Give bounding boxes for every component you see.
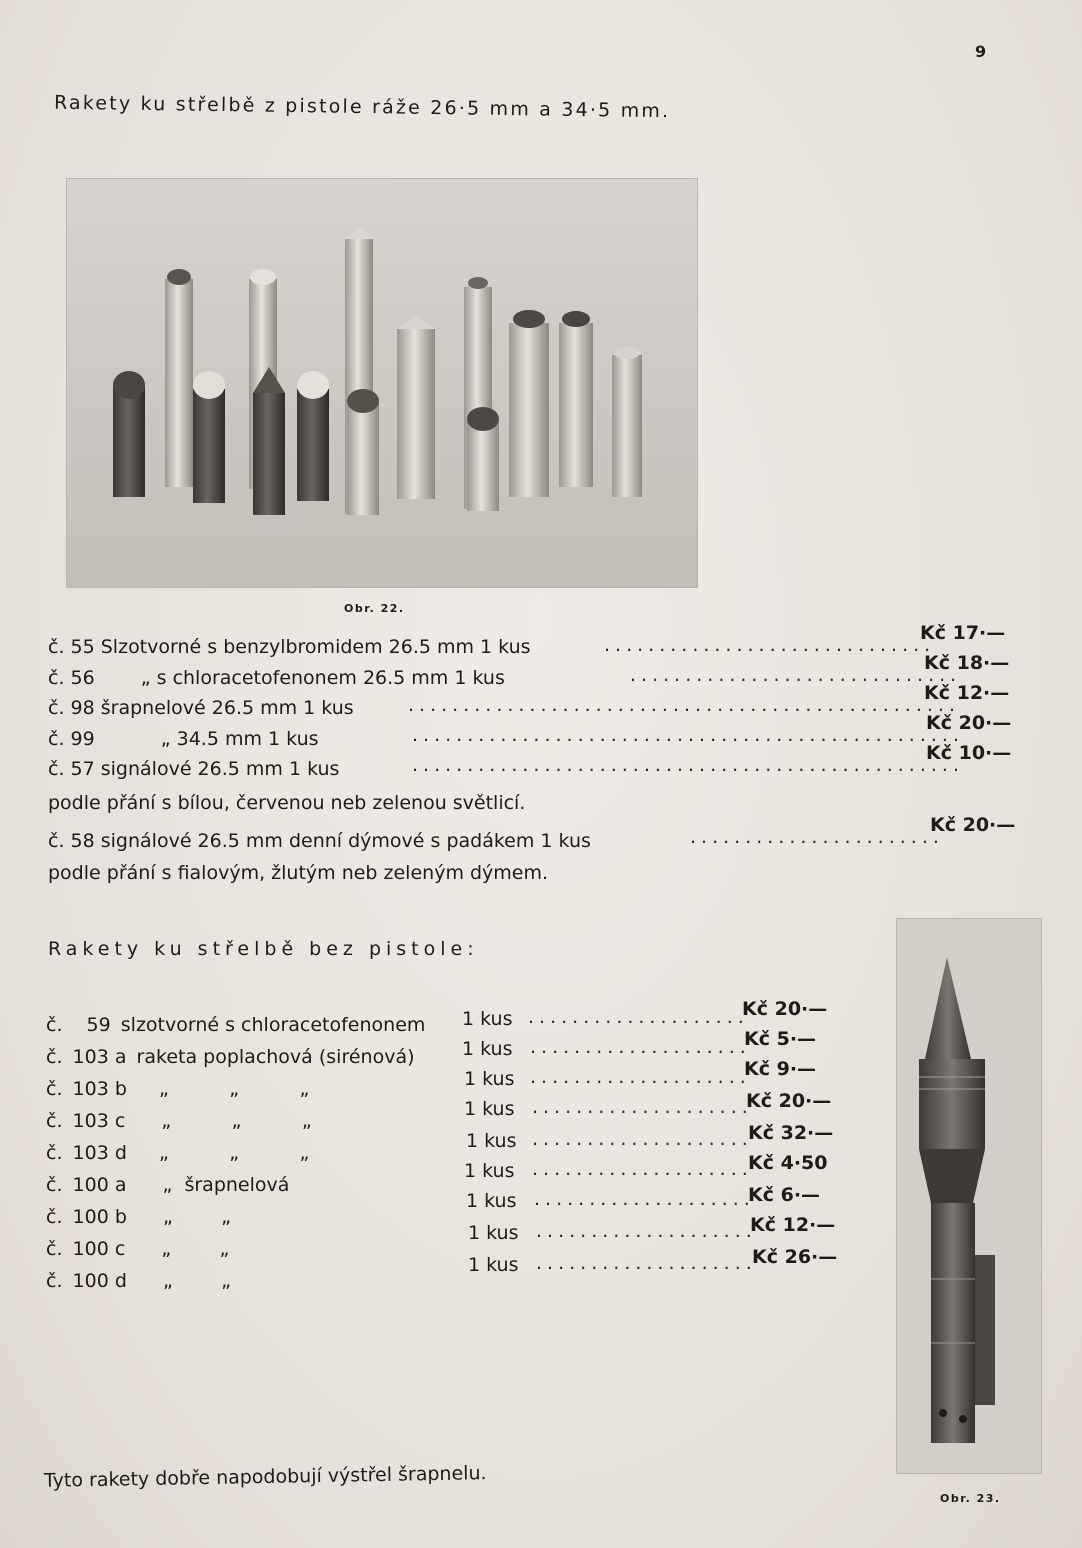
- section1-title: Rakety ku střelbě z pistole ráže 26·5 mm a 34·5 mm.: [53, 91, 671, 123]
- siren-rocket-illustration: [897, 919, 1041, 1473]
- item-price: Kč 9·—: [744, 1058, 817, 1080]
- list-item-99: [48, 728, 319, 750]
- item-description: „ „ „: [158, 1142, 310, 1164]
- item-price: Kč 4·50: [748, 1152, 828, 1174]
- item-price: Kč 18·—: [924, 652, 1010, 674]
- item-price: Kč 32·—: [748, 1122, 834, 1144]
- item-price: Kč 20·—: [926, 712, 1012, 734]
- list-item-56: [48, 667, 505, 689]
- dot-leader: ....................: [536, 1220, 757, 1242]
- item-price: Kč 12·—: [750, 1214, 836, 1236]
- item-price: Kč 10·—: [926, 742, 1012, 764]
- item-number: č.: [46, 1110, 63, 1132]
- dot-leader: ....................: [528, 1006, 749, 1028]
- figure23-caption: Obr. 23.: [940, 1492, 1001, 1505]
- list-item-98: [48, 697, 354, 719]
- item-qty: 1 kus: [464, 1098, 515, 1120]
- list-item-100c: [46, 1238, 229, 1260]
- rockets-illustration: [67, 179, 697, 587]
- dot-leader: ....................: [536, 1252, 757, 1274]
- dot-leader: ..................................................: [412, 754, 964, 776]
- item-id: 100 c: [72, 1238, 126, 1260]
- item-57-note: podle přání s bílou, červenou neb zelenou světlicí.: [48, 792, 526, 814]
- dot-leader: ....................: [534, 1188, 755, 1210]
- item-id: 59: [86, 1014, 111, 1036]
- dot-leader: ..................................................: [412, 724, 964, 746]
- item-description: „ „ „: [161, 1110, 312, 1132]
- list-item-55: [48, 636, 531, 658]
- list-item-103b: [46, 1078, 309, 1100]
- item-number: č.: [46, 1014, 63, 1036]
- item-qty: 1 kus: [464, 1068, 515, 1090]
- item-description: slzotvorné s chloracetofenonem: [120, 1014, 426, 1036]
- item-id: 103 a: [72, 1046, 127, 1068]
- item-description: šrapnelové 26.5 mm 1 kus: [100, 697, 354, 719]
- item-number: č. 57: [48, 758, 95, 780]
- list-item-100a: [46, 1174, 289, 1196]
- item-description: „ „: [161, 1238, 230, 1260]
- dot-leader: ....................: [532, 1158, 753, 1180]
- item-number: č.: [46, 1142, 63, 1164]
- item-number: č.: [46, 1270, 63, 1292]
- item-description: „ „: [162, 1270, 231, 1292]
- figure22-caption: Obr. 22.: [344, 602, 405, 615]
- section2-title: Rakety ku střelbě bez pistole:: [48, 938, 479, 960]
- item-number: č.: [46, 1238, 63, 1260]
- item-number: č.: [46, 1078, 63, 1100]
- item-number: č. 58: [48, 830, 95, 852]
- item-description: signálové 26.5 mm 1 kus: [100, 758, 340, 780]
- item-price: Kč 26·—: [752, 1246, 838, 1268]
- list-item-103d: [46, 1142, 309, 1164]
- dot-leader: ....................: [530, 1036, 751, 1058]
- item-id: 100 a: [72, 1174, 127, 1196]
- item-number: č. 56: [48, 667, 95, 689]
- dot-leader: ..............................: [630, 664, 962, 686]
- item-number: č. 98: [48, 697, 95, 719]
- list-item-57: [48, 758, 339, 780]
- item-id: 103 d: [72, 1142, 127, 1164]
- item-id: 103 b: [72, 1078, 127, 1100]
- dot-leader: ..............................: [604, 634, 936, 656]
- item-id: 100 b: [72, 1206, 127, 1228]
- dot-leader: ....................: [530, 1066, 751, 1088]
- item-number: č.: [46, 1046, 63, 1068]
- item-description: Slzotvorné s benzylbromidem 26.5 mm 1 kus: [100, 636, 531, 658]
- dot-leader: .......................: [690, 826, 944, 848]
- item-number: č. 55: [48, 636, 95, 658]
- rocket-photo-fig23: [896, 918, 1042, 1474]
- item-qty: 1 kus: [462, 1008, 513, 1030]
- footer-note: Tyto rakety dobře napodobují výstřel šrapnelu.: [43, 1462, 487, 1492]
- item-description: „ s chloracetofenonem 26.5 mm 1 kus: [140, 667, 505, 689]
- item-price: Kč 20·—: [746, 1090, 832, 1112]
- item-qty: 1 kus: [464, 1160, 515, 1182]
- item-58-note: podle přání s fialovým, žlutým neb zeleným dýmem.: [48, 862, 549, 884]
- dot-leader: ..................................................: [408, 694, 960, 716]
- item-qty: 1 kus: [468, 1222, 519, 1244]
- item-id: 100 d: [72, 1270, 127, 1292]
- dot-leader: ....................: [532, 1128, 753, 1150]
- list-item-100d: [46, 1270, 231, 1292]
- item-price: Kč 20·—: [930, 814, 1016, 836]
- item-price: Kč 5·—: [744, 1028, 817, 1050]
- item-id: 103 c: [72, 1110, 126, 1132]
- item-number: č. 99: [48, 728, 95, 750]
- list-item-59: [46, 1014, 425, 1036]
- list-item-58: [48, 830, 591, 852]
- item-description: „ 34.5 mm 1 kus: [160, 728, 319, 750]
- item-description: raketa poplachová (sirénová): [136, 1046, 415, 1068]
- item-qty: 1 kus: [466, 1130, 517, 1152]
- item-description: „ šrapnelová: [162, 1174, 290, 1196]
- item-price: Kč 20·—: [742, 998, 828, 1020]
- item-price: Kč 6·—: [748, 1184, 821, 1206]
- page-number: 9: [975, 42, 987, 61]
- item-description: „ „: [162, 1206, 231, 1228]
- list-item-103a: [46, 1046, 415, 1068]
- item-description: signálové 26.5 mm denní dýmové s padákem 1 kus: [100, 830, 591, 852]
- item-description: „ „ „: [158, 1078, 310, 1100]
- item-number: č.: [46, 1206, 63, 1228]
- item-price: Kč 17·—: [920, 622, 1006, 644]
- list-item-103c: [46, 1110, 312, 1132]
- item-qty: 1 kus: [466, 1190, 517, 1212]
- item-qty: 1 kus: [468, 1254, 519, 1276]
- item-number: č.: [46, 1174, 63, 1196]
- dot-leader: ....................: [532, 1096, 753, 1118]
- item-qty: 1 kus: [462, 1038, 513, 1060]
- item-price: Kč 12·—: [924, 682, 1010, 704]
- rockets-photo-fig22: [66, 178, 698, 588]
- list-item-100b: [46, 1206, 231, 1228]
